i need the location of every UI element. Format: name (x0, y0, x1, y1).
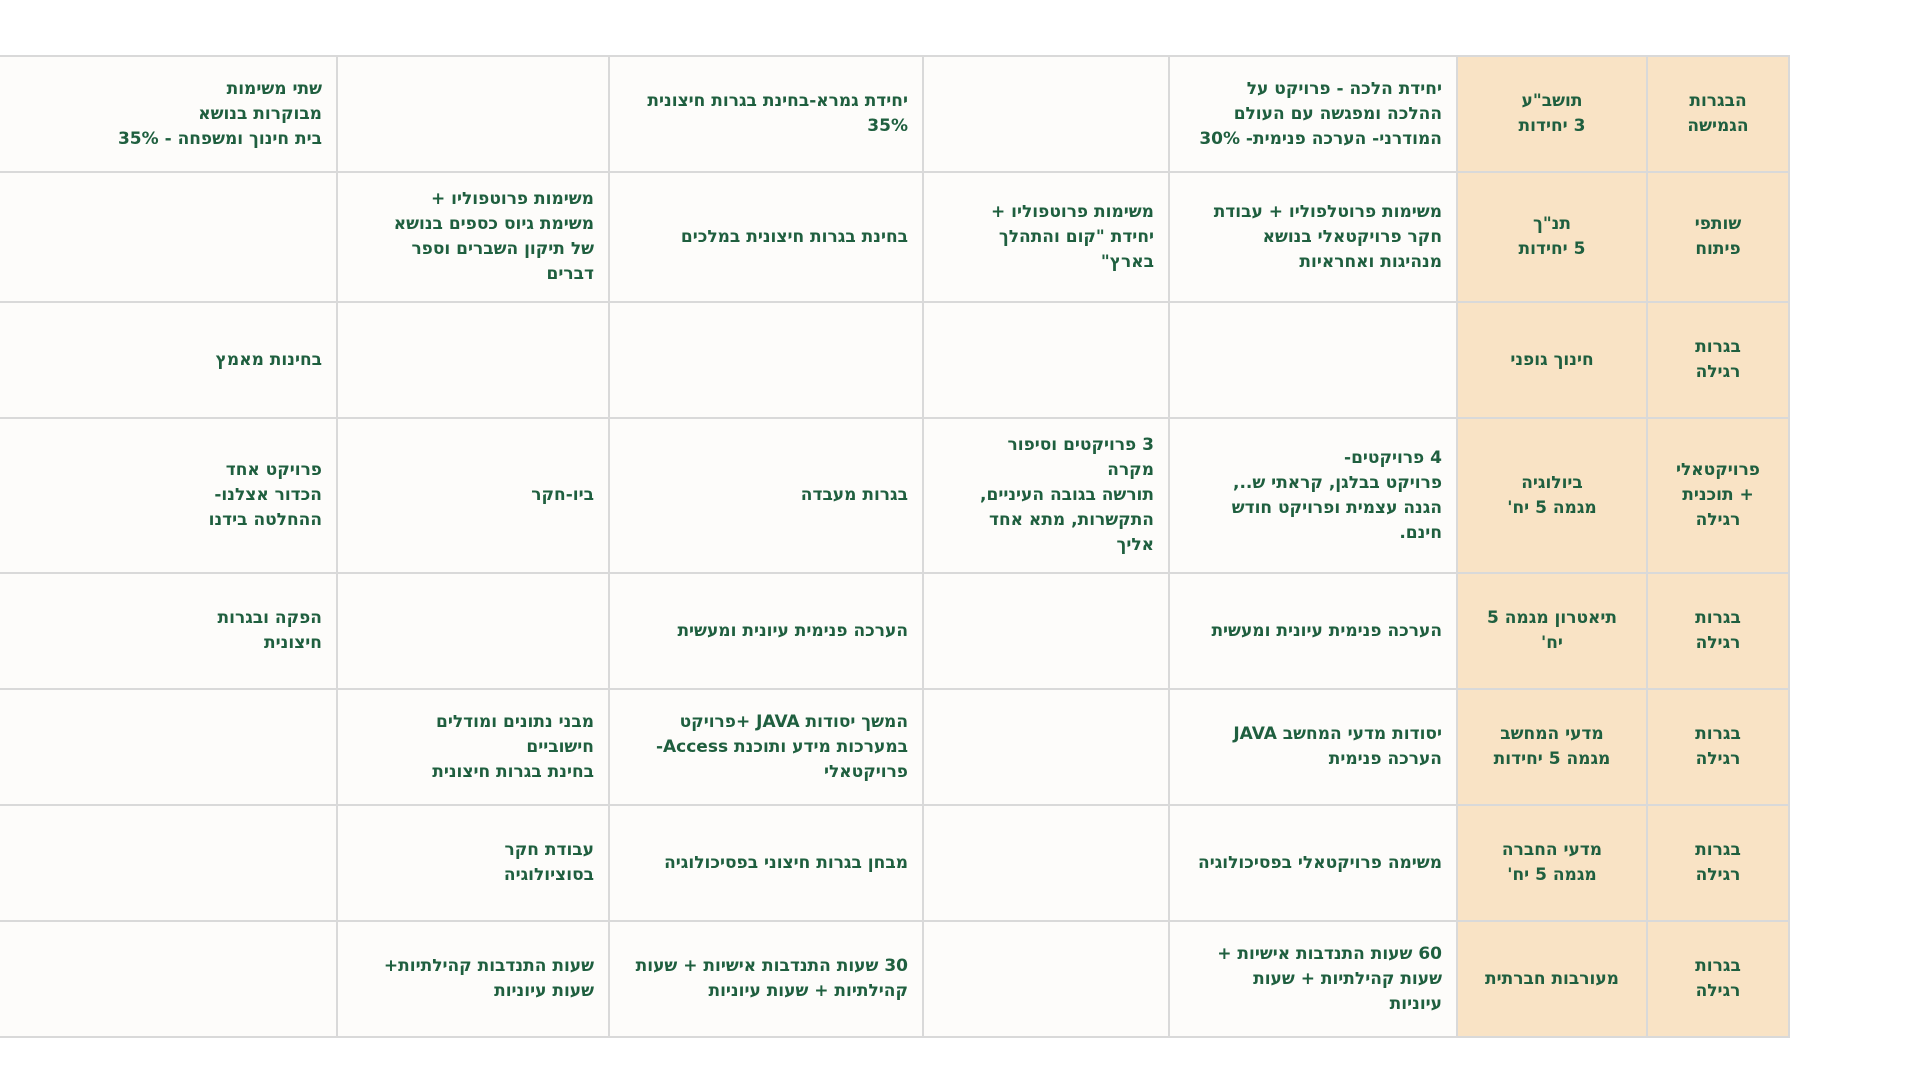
stage-cell: משימות פרוטפוליו + יחידת "קום והתהלך בארץ" (923, 172, 1169, 302)
stage-cell: שתי משימות מבוקרות בנושא בית חינוך ומשפחה - 35% (0, 56, 337, 172)
stage-cell: בחינת בגרות חיצונית במלכים (609, 172, 923, 302)
stage-cell (923, 302, 1169, 418)
stage-cell (0, 805, 337, 921)
stage-cell (337, 573, 609, 689)
stage-cell: הפקה ובגרות חיצונית (0, 573, 337, 689)
table-row (0, 418, 1789, 573)
stage-cell: עבודת חקר בסוציולוגיה (337, 805, 609, 921)
stage-cell: יחידת הלכה - פרויקט על ההלכה ומפגשה עם העולם המודרני- הערכה פנימית- 30% (1169, 56, 1457, 172)
stage-cell: יסודות מדעי המחשב JAVA הערכה פנימית (1169, 689, 1457, 805)
stage-cell: יחידת גמרא-בחינת בגרות חיצונית 35% (609, 56, 923, 172)
track-cell: הבגרות הגמישה (1647, 56, 1789, 172)
subject-cell: ביולוגיה מגמה 5 יח' (1457, 418, 1647, 573)
stage-cell (609, 302, 923, 418)
stage-cell (0, 689, 337, 805)
stage-cell (0, 172, 337, 302)
subject-cell: מעורבות חברתית (1457, 921, 1647, 1037)
stage-cell: 4 פרויקטים- פרויקט בבלגן, קראתי ש.., הגנה עצמית ופרויקט חודש חינם. (1169, 418, 1457, 573)
table-row (0, 56, 1789, 172)
stage-cell: 30 שעות התנדבות אישיות + שעות קהילתיות + שעות עיוניות (609, 921, 923, 1037)
track-cell: בגרות רגילה (1647, 805, 1789, 921)
subject-cell: מדעי החברה מגמה 5 יח' (1457, 805, 1647, 921)
stage-cell: פרויקט אחד הכדור אצלנו- ההחלטה בידנו (0, 418, 337, 573)
stage-cell: שעות התנדבות קהילתיות+ שעות עיוניות (337, 921, 609, 1037)
table-row (0, 921, 1789, 1037)
subject-cell: תושב"ע 3 יחידות (1457, 56, 1647, 172)
stage-cell: 3 פרויקטים וסיפור מקרה תורשה בגובה העיניים, התקשרות, מתא אחד אליך (923, 418, 1169, 573)
stage-cell (923, 56, 1169, 172)
table-row (0, 805, 1789, 921)
subject-cell: תיאטרון מגמה 5 יח' (1457, 573, 1647, 689)
track-cell: בגרות רגילה (1647, 689, 1789, 805)
stage-cell: משימות פרוטפוליו + משימת גיוס כספים בנושא של תיקון השברים וספר דברים (337, 172, 609, 302)
track-cell: שותפי פיתוח (1647, 172, 1789, 302)
stage-cell: ביו-חקר (337, 418, 609, 573)
stage-cell: בחינות מאמץ (0, 302, 337, 418)
stage-cell: 60 שעות התנדבות אישיות + שעות קהילתיות + שעות עיוניות (1169, 921, 1457, 1037)
stage-cell (923, 689, 1169, 805)
stage-cell: מבני נתונים ומודלים חישוביים בחינת בגרות חיצונית (337, 689, 609, 805)
track-cell: בגרות רגילה (1647, 573, 1789, 689)
curriculum-table-container (117, 55, 1790, 1033)
track-cell: פרויקטאלי + תוכנית רגילה (1647, 418, 1789, 573)
subject-cell: מדעי המחשב מגמה 5 יחידות (1457, 689, 1647, 805)
stage-cell: משימה פרויקטאלי בפסיכולוגיה (1169, 805, 1457, 921)
stage-cell: הערכה פנימית עיונית ומעשית (609, 573, 923, 689)
stage-cell: הערכה פנימית עיונית ומעשית (1169, 573, 1457, 689)
stage-cell (1169, 302, 1457, 418)
stage-cell (0, 921, 337, 1037)
track-cell: בגרות רגילה (1647, 302, 1789, 418)
stage-cell: מבחן בגרות חיצוני בפסיכולוגיה (609, 805, 923, 921)
table-row (0, 302, 1789, 418)
table-row (0, 172, 1789, 302)
table-row (0, 689, 1789, 805)
stage-cell (337, 302, 609, 418)
stage-cell (337, 56, 609, 172)
stage-cell: משימות פרוטלפוליו + עבודת חקר פרויקטאלי בנושא מנהיגות ואחראיות (1169, 172, 1457, 302)
subject-cell: חינוך גופני (1457, 302, 1647, 418)
table-row (0, 573, 1789, 689)
stage-cell (923, 805, 1169, 921)
subject-cell: תנ"ך 5 יחידות (1457, 172, 1647, 302)
track-cell: בגרות רגילה (1647, 921, 1789, 1037)
stage-cell (923, 921, 1169, 1037)
stage-cell (923, 573, 1169, 689)
curriculum-table (0, 55, 1790, 1038)
stage-cell: בגרות מעבדה (609, 418, 923, 573)
stage-cell: המשך יסודות JAVA +פרויקט במערכות מידע ותוכנת Access- פרויקטאלי (609, 689, 923, 805)
